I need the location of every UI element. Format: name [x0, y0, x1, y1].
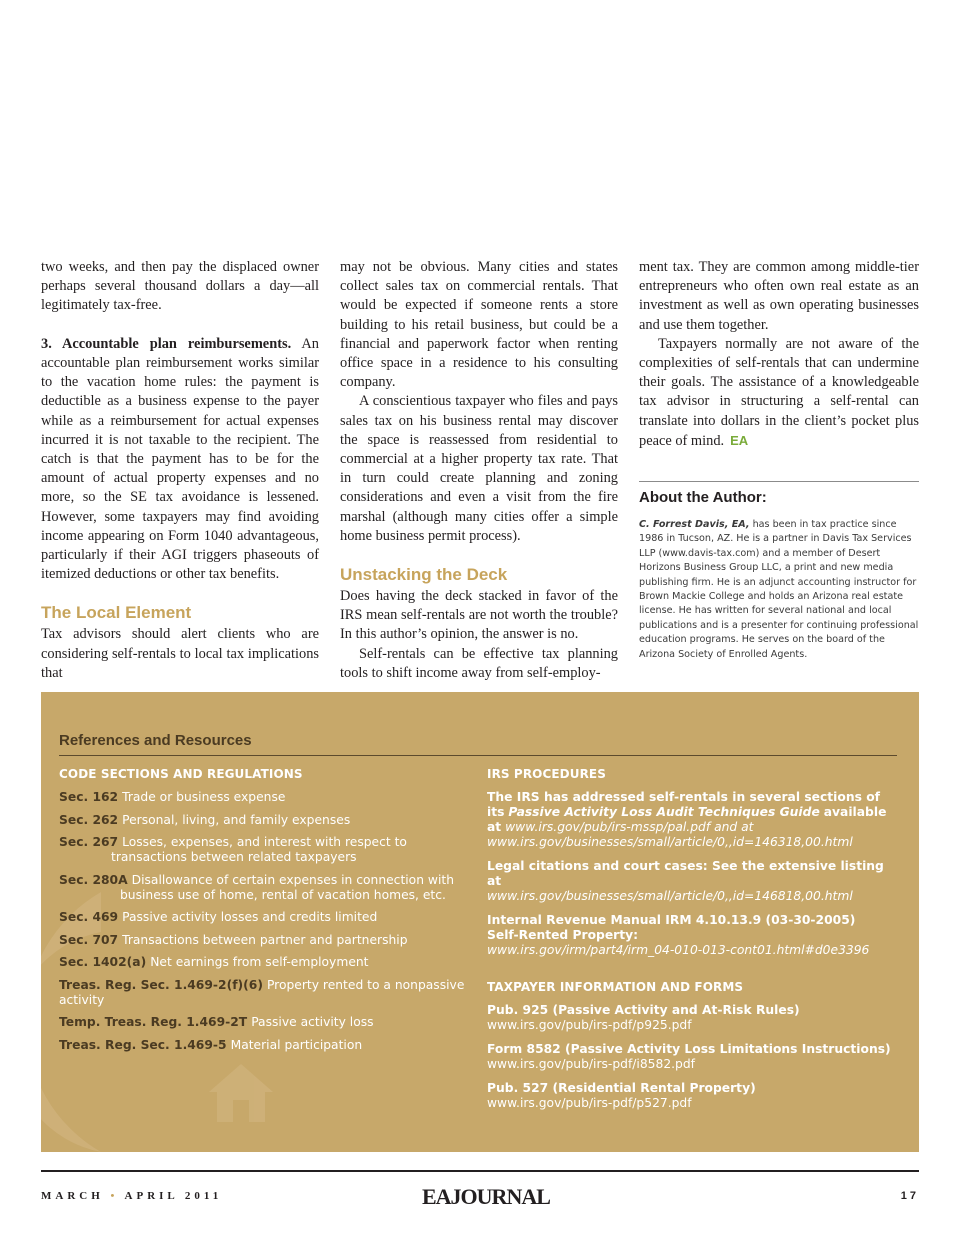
code-ref: Sec. 262 — [59, 812, 119, 827]
about-author-bio — [639, 518, 919, 662]
irs-ref-block — [487, 913, 897, 958]
references-box — [41, 692, 919, 1152]
ea-journal-logo: EAJOURNAL — [422, 1184, 550, 1209]
irs-ref-text: The IRS has addressed self-rentals in several sections of its — [487, 790, 880, 819]
references-title: References and Resources — [59, 732, 252, 749]
paragraph-accountable-plan — [41, 335, 319, 585]
article-column-2 — [340, 258, 618, 683]
code-desc: Trade or business expense — [122, 790, 286, 804]
pub-link[interactable]: www.irs.gov/pub/irs-pdf/p527.pdf — [487, 1096, 692, 1110]
code-desc: Passive activity loss — [251, 1015, 374, 1029]
paragraph-closing — [639, 335, 919, 451]
author-name: C. Forrest Davis, EA, — [639, 519, 750, 531]
code-item — [59, 1038, 479, 1053]
references-divider — [59, 755, 897, 756]
code-desc: Net earnings from self-employment — [150, 955, 369, 969]
ea-end-mark: EA — [730, 432, 749, 448]
code-item — [59, 910, 479, 925]
code-ref: Sec. 267 — [59, 835, 119, 849]
paragraph: may not be obvious. Many cities and states collect sales tax on commercial rentals. That would be expected if someone rents a store building to his retail business, but could be a financial and paperwork factor when renting office space in a residence to his consulting company. — [340, 259, 618, 391]
pub-name: Pub. 527 (Residential Rental Property) — [487, 1081, 756, 1095]
paragraph: Tax advisors should alert clients who are considering self-rentals to local tax implications that — [41, 626, 319, 681]
code-item — [59, 790, 479, 805]
pub-block — [487, 1003, 897, 1033]
paragraph: Does having the deck stacked in favor of the IRS mean self-rentals are not worth the trouble? In this author’s opinion, the answer is no. — [340, 588, 618, 643]
irs-ref-block — [487, 790, 897, 850]
code-item — [59, 1015, 479, 1030]
irs-ref-text: and at — [714, 820, 754, 834]
issue-month-b: APRIL 2011 — [124, 1190, 223, 1202]
code-desc: Property rented to a nonpassive activity — [59, 977, 465, 1007]
code-desc: Passive activity losses and credits limited — [122, 910, 378, 924]
code-desc: Personal, living, and family expenses — [122, 812, 351, 827]
code-ref: Temp. Treas. Reg. 1.469-2T — [59, 1015, 248, 1029]
code-ref: Sec. 469 — [59, 910, 119, 924]
irs-procedures-column — [487, 767, 897, 1120]
irs-ref-text: Internal Revenue Manual IRM 4.10.13.9 (03-30-2005) — [487, 913, 856, 927]
code-desc: Transactions between partner and partnership — [122, 932, 408, 947]
page-number: 17 — [900, 1190, 919, 1202]
code-item — [59, 978, 479, 1008]
code-sections-heading: CODE SECTIONS AND REGULATIONS — [59, 767, 303, 781]
code-item — [59, 955, 479, 970]
irs-ref-link[interactable]: www.irs.gov/businesses/small/article/0,,id=146818,00.html — [487, 889, 853, 903]
divider — [639, 481, 919, 482]
article-column-1 — [41, 258, 319, 683]
code-item — [59, 933, 479, 948]
about-author-heading: About the Author: — [639, 489, 767, 507]
paragraph: A conscientious taxpayer who files and pays sales tax on his business rental may discover the space is reassessed from residential to commercial at a higher property tax rate. That in turn could create planning and zoning considerations and even a visit from the fire marshal (although many cities offer a simple home business permit process). — [340, 393, 618, 544]
pub-block — [487, 1042, 897, 1072]
code-item — [59, 813, 479, 828]
code-item — [59, 835, 479, 865]
pub-name: Form 8582 (Passive Activity Loss Limitations Instructions) — [487, 1042, 891, 1056]
code-ref: Sec. 707 — [59, 932, 119, 947]
irs-ref-link[interactable]: www.irs.gov/businesses/small/article/0,,id=146318,00.html — [487, 835, 853, 849]
irs-ref-guide-title: Passive Activity Loss Audit Techniques Guide — [508, 805, 820, 819]
code-ref: Sec. 162 — [59, 790, 119, 804]
footer-divider — [41, 1170, 919, 1172]
code-ref: Treas. Reg. Sec. 1.469-5 — [59, 1037, 227, 1052]
irs-ref-block — [487, 859, 897, 904]
code-item — [59, 873, 479, 903]
pub-link[interactable]: www.irs.gov/pub/irs-pdf/p925.pdf — [487, 1018, 692, 1032]
issue-month-a: MARCH — [41, 1190, 104, 1202]
taxpayer-info-heading: TAXPAYER INFORMATION AND FORMS — [487, 980, 744, 994]
pub-name: Pub. 925 (Passive Activity and At-Risk Rules) — [487, 1003, 800, 1017]
article-column-3 — [639, 258, 919, 662]
irs-ref-text: Self-Rented Property: — [487, 928, 639, 942]
code-sections-column — [59, 767, 479, 1060]
code-ref: Sec. 280A — [59, 872, 128, 887]
code-desc: Losses, expenses, and interest with respect to transactions between related taxpayers — [111, 835, 407, 864]
pub-link[interactable]: www.irs.gov/pub/irs-pdf/i8582.pdf — [487, 1057, 695, 1071]
issue-date — [41, 1190, 222, 1202]
section-heading-local-element: The Local Element — [41, 603, 192, 623]
paragraph: ment tax. They are common among middle-tier entrepreneurs who often own real estate as an investment as well as own operating businesses and use them together. — [639, 259, 919, 333]
paragraph-body: An accountable plan reimbursement works similar to the vacation home rules: the payment is deductible as a business expense to the payer while as a reimbursement for actual expenses incurred it is not taxable to the recipient. The catch is that the payment has to be for the amount of actual property expenses and no more, so the SE tax avoidance is lessened. However, some taxpayers may find avoiding income appearing on Form 1040 advantageous, particularly if their AGI triggers phaseouts of itemized deductions or other tax benefits. — [41, 335, 319, 583]
section-heading-unstacking: Unstacking the Deck — [340, 565, 508, 585]
paragraph: two weeks, and then pay the displaced owner perhaps several thousand dollars a day—all legitimately tax-free. — [41, 259, 319, 314]
irs-ref-link[interactable]: www.irs.gov/irm/part4/irm_04-010-013-cont01.html#d0e3396 — [487, 943, 870, 957]
code-desc: Disallowance of certain expenses in connection with business use of home, rental of vacation homes, etc. — [120, 872, 454, 902]
paragraph: Self-rentals can be effective tax planning tools to shift income away from self-employ- — [340, 645, 618, 681]
irs-procedures-heading: IRS PROCEDURES — [487, 767, 606, 781]
author-bio-text: has been in tax practice since 1986 in Tucson, AZ. He is a partner in Davis Tax Services LLP (www.davis-tax.com) and a member of Desert Horizons Business Group LLC, a print and new media publishing firm. He is an adjunct accounting instructor for Brown Mackie College and holds an Arizona real estate license. He has written for several national and local publications and is a presenter for continuing professional education programs. He serves on the board of the Arizona Society of Enrolled Agents. — [639, 519, 919, 660]
code-desc: Material participation — [230, 1037, 363, 1052]
code-ref: Sec. 1402(a) — [59, 955, 147, 969]
paragraph-body: Taxpayers normally are not aware of the complexities of self-rentals that can undermine their goals. The assistance of a knowledgeable tax advisor in structuring a self-rental can translate into dollars in the client’s pocket plus peace of mind. — [639, 335, 919, 449]
pub-block — [487, 1081, 897, 1111]
irs-ref-link[interactable]: www.irs.gov/pub/irs-mssp/pal.pdf — [505, 820, 711, 834]
irs-ref-text: Legal citations and court cases: See the extensive listing at — [487, 859, 884, 888]
irs-ref-text: available at — [487, 805, 887, 834]
separator-dot: • — [110, 1190, 119, 1202]
code-ref: Treas. Reg. Sec. 1.469-2(f)(6) — [59, 977, 263, 992]
paragraph-lead: 3. Accountable plan reimbursements. — [41, 335, 292, 352]
